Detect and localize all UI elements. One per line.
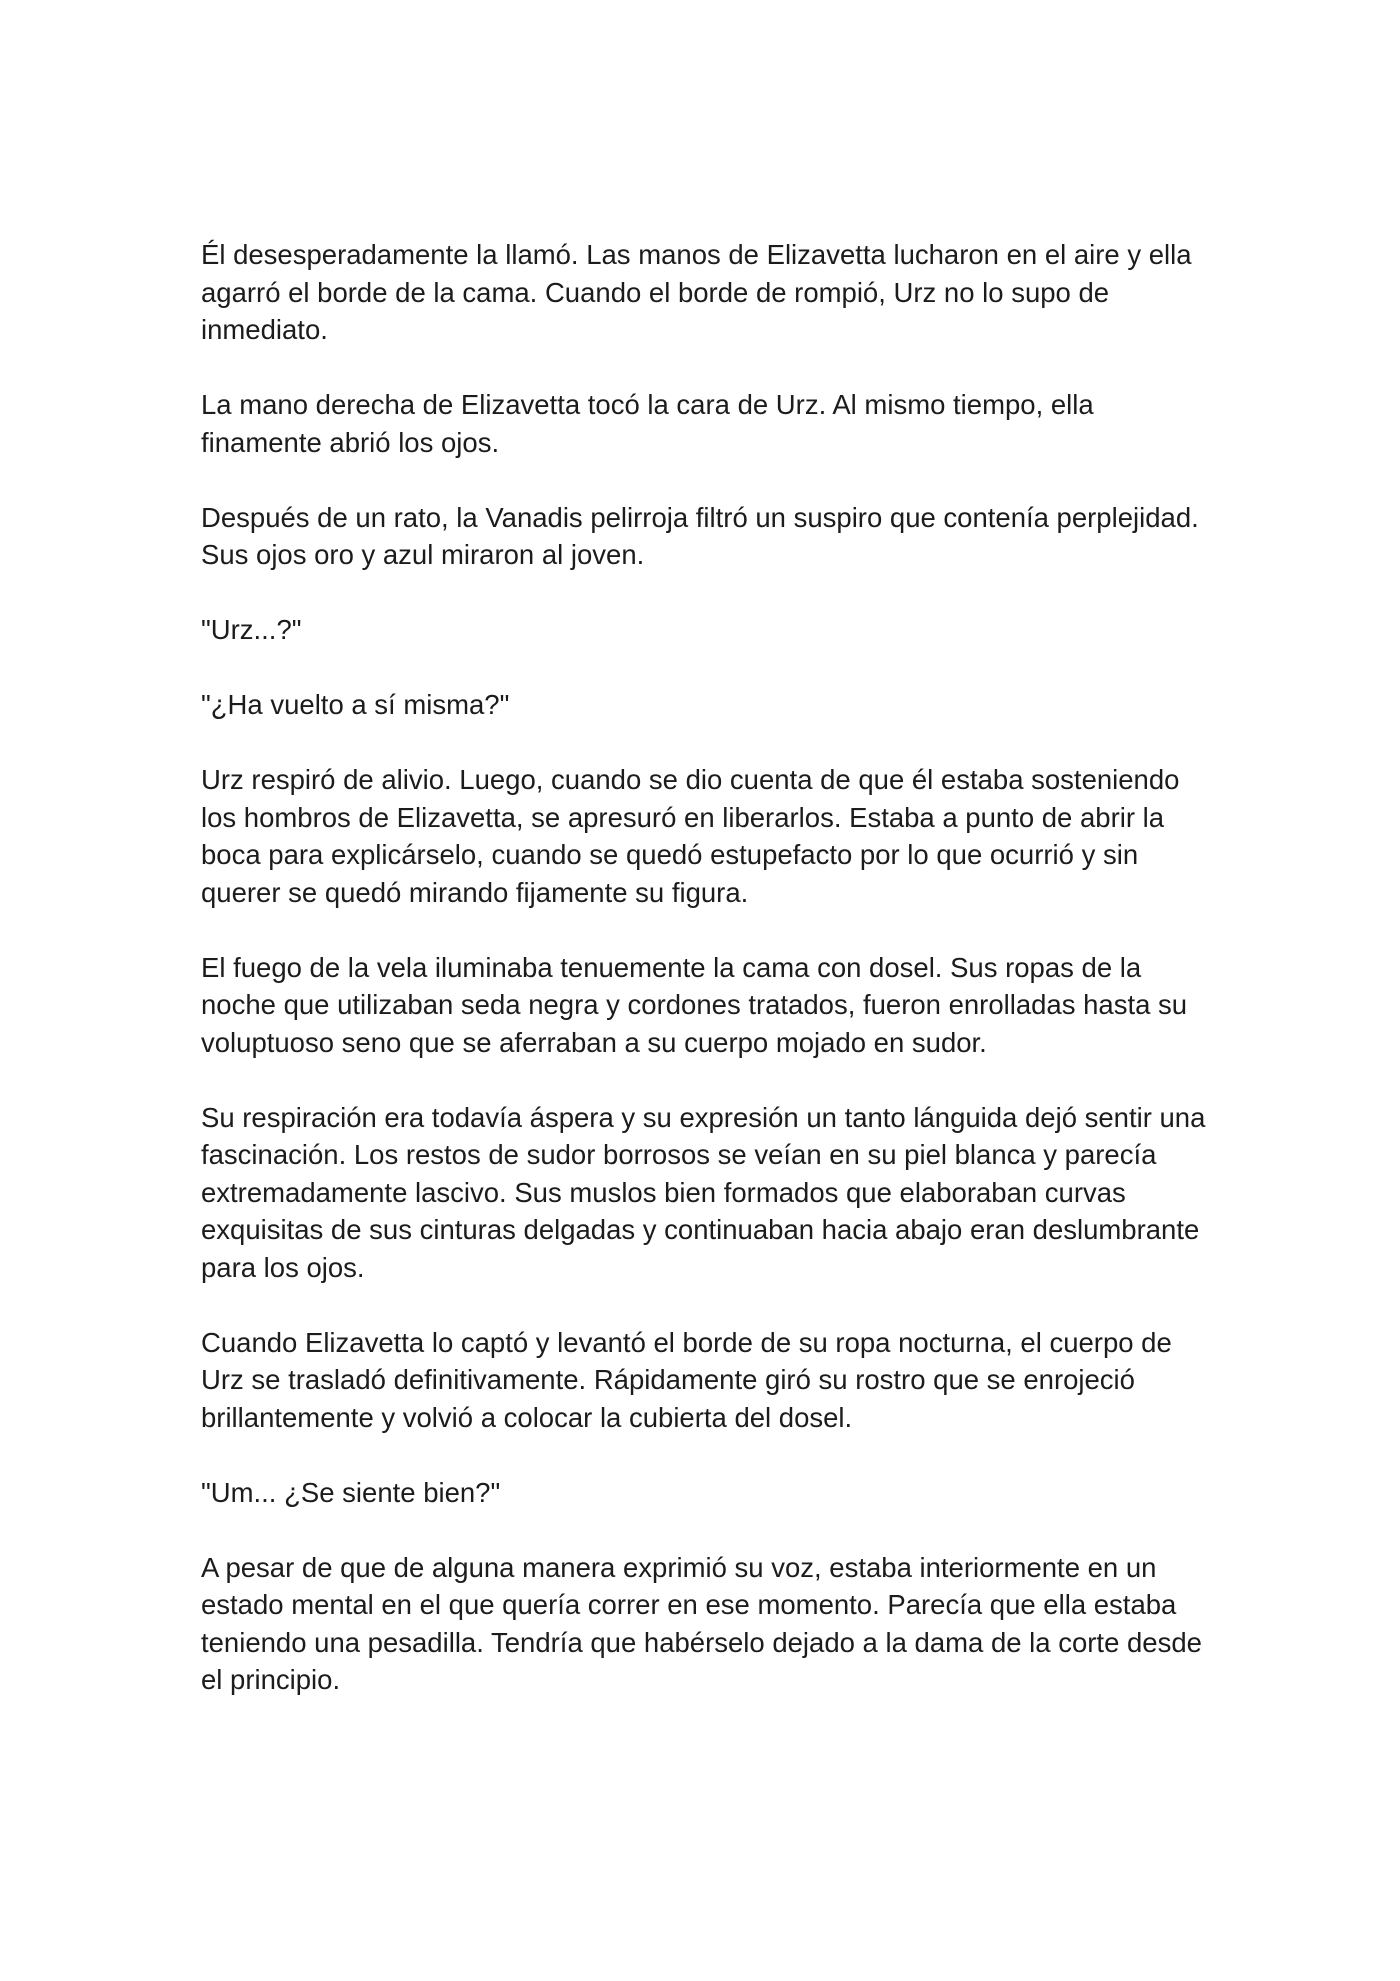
paragraph-6: Su respiración era todavía áspera y su expresión un tanto lánguida dejó sentir una fascinación. Los restos de sudor borrosos se veían en su piel blanca y parecía extremadamente lascivo. Sus muslos bien formados que elaboraban curvas exquisitas de sus cinturas delgadas y continuaban hacia abajo eran deslumbrante para los ojos.: [201, 1101, 1206, 1283]
paragraph-3: Después de un rato, la Vanadis pelirroja filtró un suspiro que contenía perplejidad. Sus ojos oro y azul miraron al joven.: [201, 501, 1199, 570]
dialogue-3: "Um... ¿Se siente bien?": [201, 1476, 501, 1508]
body-text: [201, 236, 1211, 1699]
paragraph-1: Él desesperadamente la llamó. Las manos de Elizavetta lucharon en el aire y ella agarró el borde de la cama. Cuando el borde de rompió, Urz no lo supo de inmediato.: [201, 239, 1192, 345]
paragraph-7: Cuando Elizavetta lo captó y levantó el borde de su ropa nocturna, el cuerpo de Urz se trasladó definitivamente. Rápidamente giró su rostro que se enrojeció brillantemente y volvió a colocar la cubierta del dosel.: [201, 1326, 1172, 1433]
paragraph-2: La mano derecha de Elizavetta tocó la cara de Urz. Al mismo tiempo, ella finamente abrió los ojos.: [201, 389, 1094, 458]
dialogue-1: "Urz...?": [201, 614, 302, 645]
paragraph-4: Urz respiró de alivio. Luego, cuando se dio cuenta de que él estaba sosteniendo los hombros de Elizavetta, se apresuró en liberarlos. Estaba a punto de abrir la boca para explicárselo, cuando se quedó estupefacto por lo que ocurrió y sin querer se quedó mirando fijamente su figura.: [201, 764, 1180, 908]
paragraph-5: El fuego de la vela iluminaba tenuemente la cama con dosel. Sus ropas de la noche que utilizaban seda negra y cordones tratados, fueron enrolladas hasta su voluptuoso seno que se aferraban a su cuerpo mojado en sudor.: [201, 951, 1188, 1058]
dialogue-2: "¿Ha vuelto a sí misma?": [201, 689, 510, 720]
paragraph-8: A pesar de que de alguna manera exprimió su voz, estaba interiormente en un estado mental en el que quería correr en ese momento. Parecía que ella estaba teniendo una pesadilla. Tendría que habérselo dejado a la dama de la corte desde el principio.: [201, 1551, 1202, 1695]
